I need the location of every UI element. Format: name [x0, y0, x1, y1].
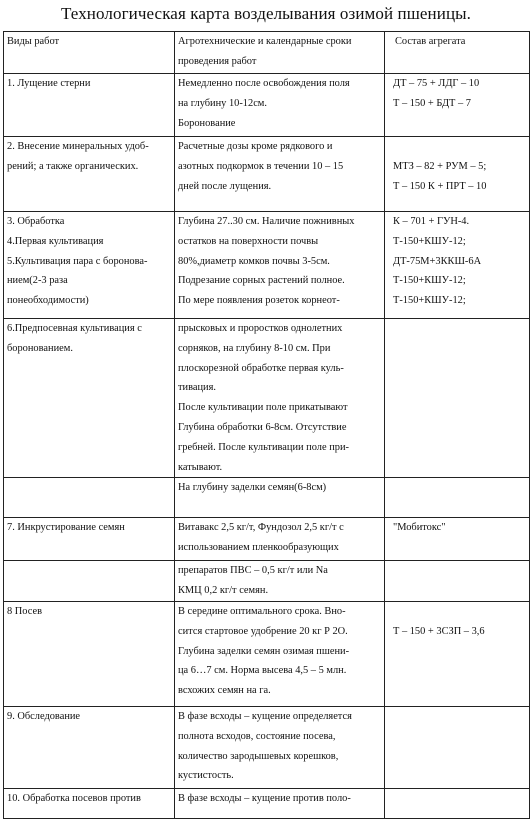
cell-line: гребней. После культивации поле при-: [178, 441, 349, 453]
cell-line: сорняков, на глубину 8-10 см. При: [178, 342, 331, 354]
cell-work: [4, 706, 175, 788]
cell-line: остатков на поверхности почвы: [178, 235, 319, 247]
cell-line: [393, 602, 526, 622]
cell-agro: [175, 601, 385, 706]
cell-agro: [175, 706, 385, 788]
cell-line: катывают.: [178, 461, 223, 473]
cell-line: азотных подкормок в течении 10 – 15: [178, 160, 344, 172]
cell-line: 8 Посев: [7, 605, 43, 617]
table-row: [4, 561, 530, 602]
cell-line: МТЗ – 82 + РУМ – 5;: [393, 160, 487, 172]
table-row: [4, 212, 530, 319]
cell-work: [4, 788, 175, 818]
table-row: [4, 137, 530, 212]
table-row: [4, 478, 530, 518]
table-row: [4, 319, 530, 478]
cell-line: Немедленно после освобождения поля: [178, 78, 350, 89]
cell-line: 10. Обработка посевов против: [7, 792, 141, 804]
cell-line: 4.Первая культивация: [7, 235, 104, 247]
cell-line: "Мобитокс": [393, 522, 446, 534]
cell-line: После культивации поле прикатывают: [178, 402, 348, 414]
cell-line: понеобходимости): [7, 295, 89, 307]
cell-agro: [175, 74, 385, 137]
table-row: [4, 518, 530, 561]
cell-line: кустистость.: [178, 770, 234, 782]
cell-unit: [385, 601, 530, 706]
cell-work: [4, 601, 175, 706]
cell-work: [4, 212, 175, 319]
cell-work: [4, 74, 175, 137]
header-text: Агротехнические и календарные сроки проведения работ: [178, 36, 352, 67]
cell-line: 3. Обработка: [7, 216, 65, 227]
cell-line: На глубину заделки семян(6-8см): [178, 482, 327, 494]
cell-line: 9. Обследование: [7, 710, 81, 722]
cell-line: рений; а также органических.: [7, 160, 139, 172]
header-cell-unit: [385, 32, 530, 74]
cell-agro: [175, 518, 385, 561]
cell-unit: [385, 561, 530, 602]
cell-line: В середине оптимального срока. Вно-: [178, 605, 346, 617]
document-title: Технологическая карта возделывания озимой пшеницы.: [60, 4, 472, 23]
cell-line: 2. Внесение минеральных удоб-: [7, 141, 149, 152]
cell-line: на глубину 10-12см.: [178, 97, 267, 109]
header-text: Состав агрегата: [395, 36, 466, 47]
cell-line: прысковых и проростков однолетних: [178, 323, 343, 334]
table-row: [4, 706, 530, 788]
cell-line: [393, 137, 526, 157]
cell-line: Подрезание сорных растений полное.: [178, 275, 345, 287]
cell-line: полнота всходов, состояние посева,: [178, 730, 336, 742]
cell-agro: [175, 137, 385, 212]
cell-line: В фазе всходы – кущение определяется: [178, 710, 352, 722]
cell-work: [4, 561, 175, 602]
header-row: [4, 32, 530, 74]
cell-agro: [175, 212, 385, 319]
cell-unit: [385, 137, 530, 212]
cell-line: В фазе всходы – кущение против поло-: [178, 792, 351, 804]
cell-line: Боронование: [178, 117, 236, 129]
cell-line: всхожих семян на га.: [178, 685, 271, 697]
table-row: [4, 788, 530, 818]
cell-line: По мере появления розеток корнеот-: [178, 295, 340, 307]
cell-agro: [175, 319, 385, 478]
header-cell-agro: [175, 32, 385, 74]
cell-line: Т – 150 + БДТ – 7: [393, 97, 471, 109]
cell-line: ца 6…7 см. Норма высева 4,5 – 5 млн.: [178, 665, 347, 677]
cell-line: 6.Предпосевная культивация с: [7, 323, 142, 334]
cell-line: Т – 150 + 3СЗП – 3,6: [393, 625, 485, 637]
cell-line: плоскорезной обработке первая куль-: [178, 362, 344, 374]
cell-line: тивация.: [178, 382, 216, 394]
cell-line: 7. Инкрустирование семян: [7, 522, 125, 534]
cell-line: нием(2-3 раза: [7, 275, 68, 287]
table-row: [4, 601, 530, 706]
cell-unit: [385, 518, 530, 561]
cell-work: [4, 518, 175, 561]
cell-line: препаратов ПВС – 0,5 кг/т или Na: [178, 565, 328, 577]
cell-unit: [385, 706, 530, 788]
cell-line: К – 701 + ГУН-4.: [393, 216, 470, 227]
cell-work: [4, 137, 175, 212]
cell-agro: [175, 561, 385, 602]
cell-work: [4, 478, 175, 518]
tech-map-table: [3, 31, 530, 819]
cell-line: боронованием.: [7, 342, 73, 354]
cell-line: Т-150+КШУ-12;: [393, 275, 466, 287]
cell-unit: [385, 788, 530, 818]
cell-line: 80%,диаметр комков почвы 3-5см.: [178, 255, 330, 267]
header-text: Виды работ: [7, 36, 60, 47]
cell-agro: [175, 478, 385, 518]
cell-unit: [385, 478, 530, 518]
cell-work: [4, 319, 175, 478]
cell-unit: [385, 319, 530, 478]
cell-line: Расчетные дозы кроме рядкового и: [178, 141, 333, 152]
cell-unit: [385, 212, 530, 319]
cell-line: Т-150+КШУ-12;: [393, 295, 466, 307]
cell-line: 1. Лущение стерни: [7, 78, 91, 89]
cell-line: Т-150+КШУ-12;: [393, 235, 466, 247]
cell-line: ДТ-75М+3ККШ-6А: [393, 255, 482, 267]
cell-line: 5.Культивация пара с боронова-: [7, 255, 148, 267]
cell-unit: [385, 74, 530, 137]
cell-line: Глубина 27..30 см. Наличие пожнивных: [178, 216, 355, 227]
cell-line: сится стартовое удобрение 20 кг Р 2О.: [178, 625, 348, 637]
cell-line: ДТ – 75 + ЛДГ – 10: [393, 78, 480, 89]
table-body: [4, 32, 530, 819]
cell-line: Глубина заделки семян озимая пшени-: [178, 645, 350, 657]
cell-line: КМЦ 0,2 кг/т семян.: [178, 585, 269, 597]
table-row: [4, 74, 530, 137]
cell-line: Глубина обработки 6-8см. Отсутствие: [178, 421, 347, 433]
header-cell-work: [4, 32, 175, 74]
cell-line: использованием пленкообразующих: [178, 542, 339, 554]
cell-line: Витавакс 2,5 кг/т, Фундозол 2,5 кг/т с: [178, 522, 344, 534]
cell-line: Т – 150 К + ПРТ – 10: [393, 180, 487, 192]
cell-agro: [175, 788, 385, 818]
cell-line: дней после лущения.: [178, 180, 272, 192]
cell-line: количество зародышевых корешков,: [178, 750, 339, 762]
